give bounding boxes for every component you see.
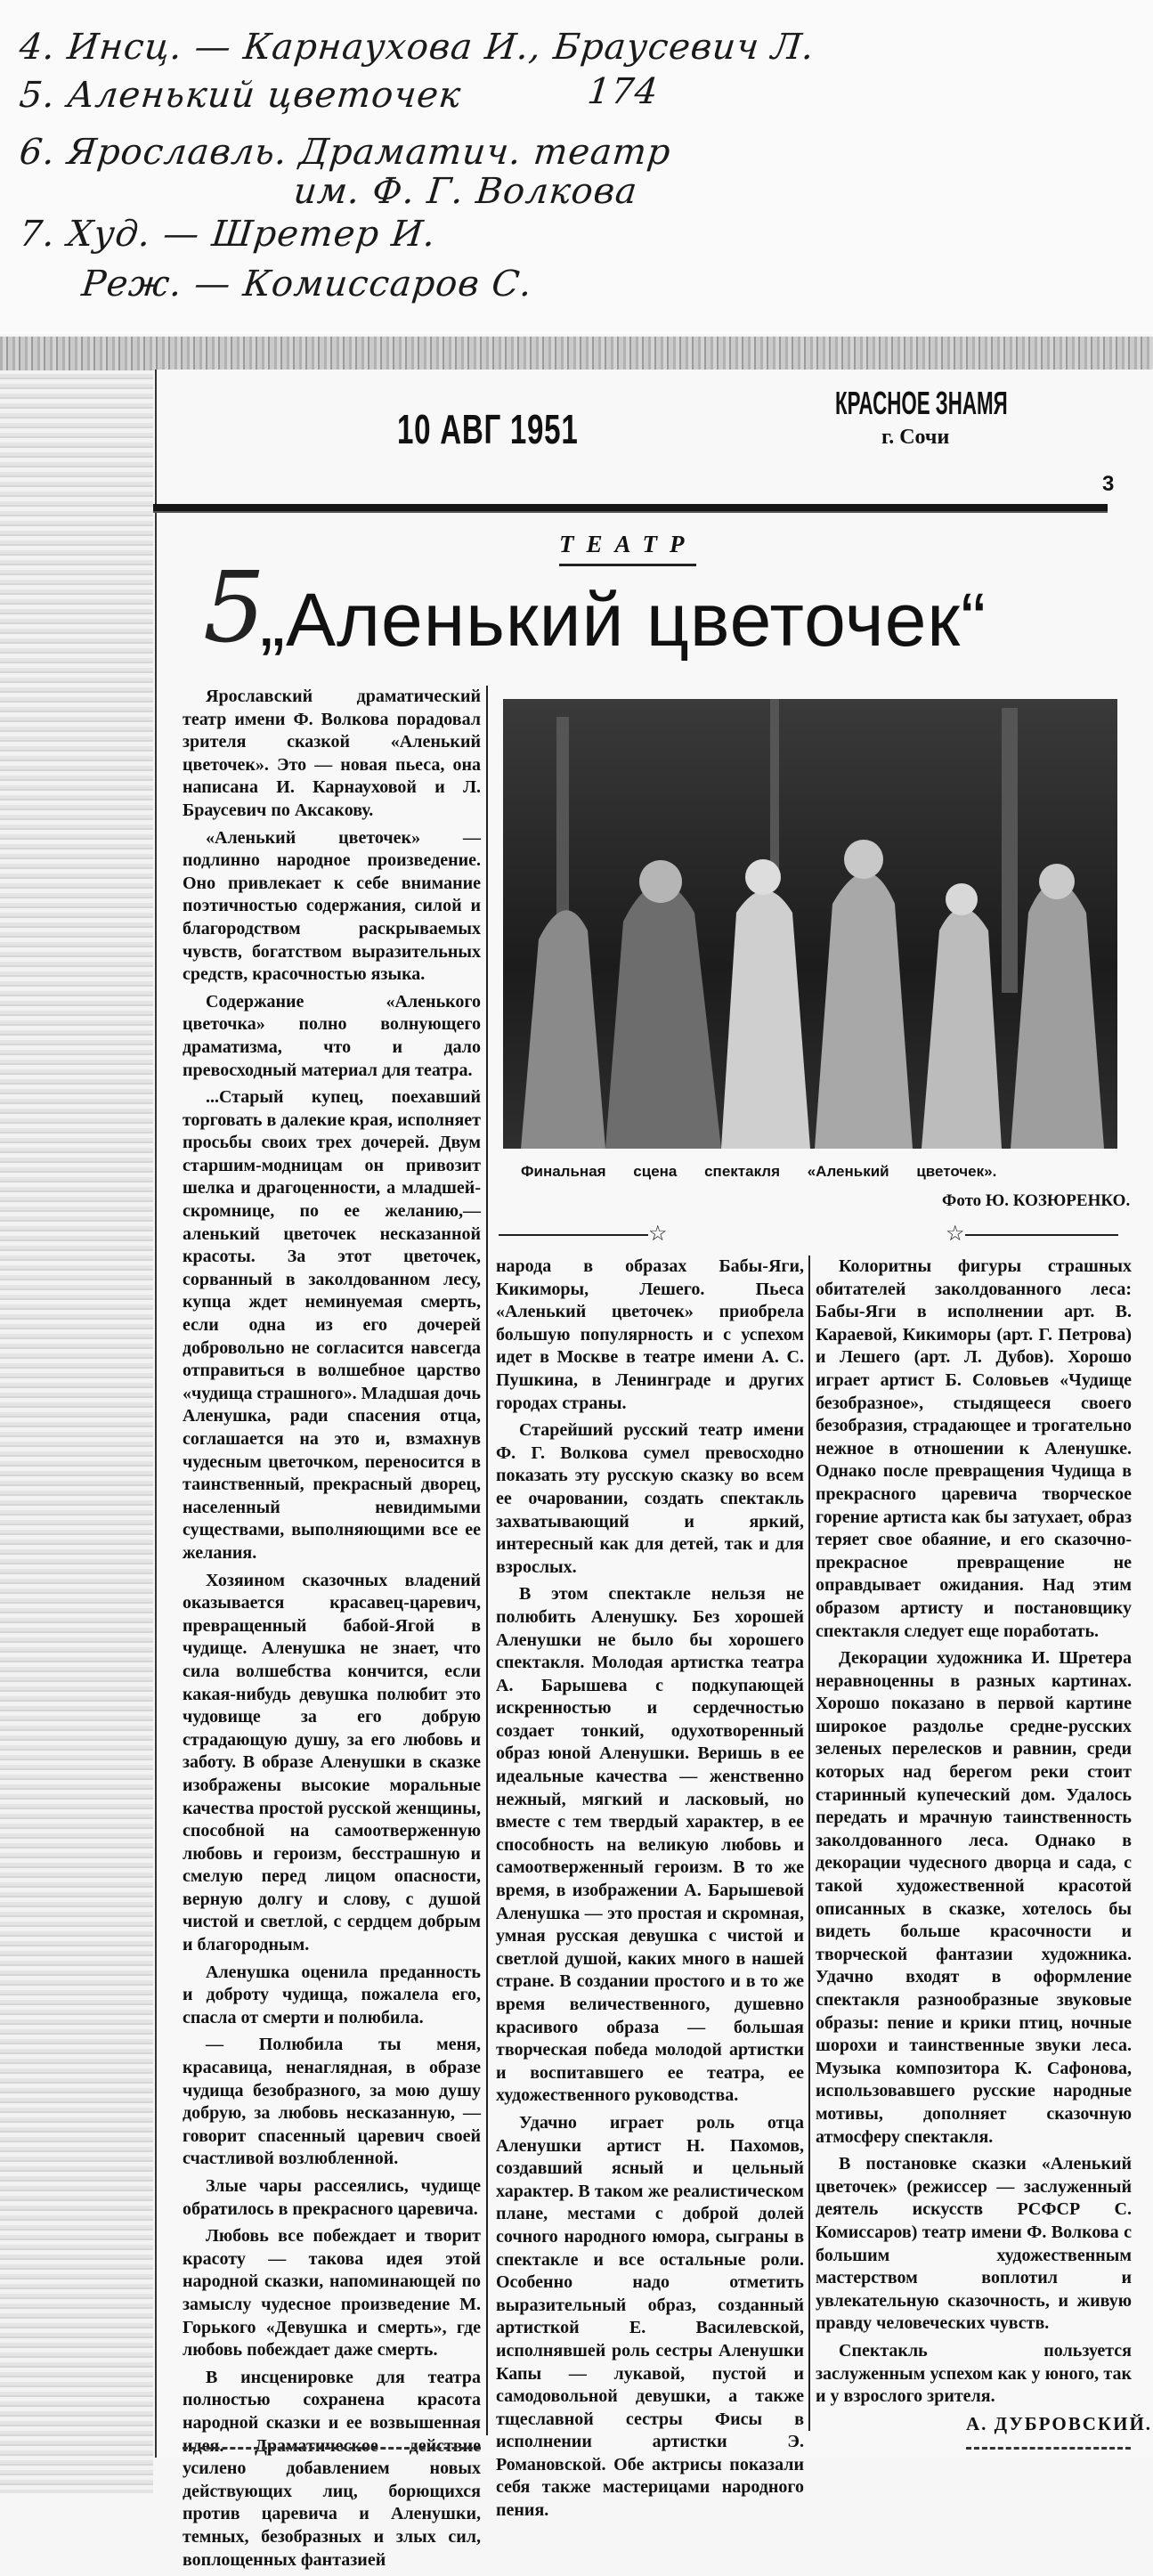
section-rubric: ТЕАТР [559, 531, 696, 566]
article-paragraph: — Полюбила ты меня, красавица, ненаглядная, в образе чудища безобразного, за мою душу добрую, за любовь несказанную, — говорит спасенный царевич своей счастливой возлюбленной. [183, 2035, 481, 2169]
note-line-director: Реж. — Комиссаров С. [79, 264, 535, 305]
article-paragraph: Колоритны фигуры страшных обитателей заколдованного леса: Бабы-Яги в исполнении арт. В. Караевой, Кикиморы (арт. Г. Петрова) и Лешего (арт. Л. Дубов). Хорошо играет артист Б. Соловьев «Чудище безобразное», стыдящееся своего безобразия, страдающее и трогательно нежное в отношении к Аленушке. Однако после превращения Чудища в прекрасного царевича творческое горение артиста как бы затухает, образ теряет свое обаяние, и его сказочно-прекрасное превращение не оправдывает ожидания. Над этим образом артисту и постановщику спектакля следует еще поработать. [816, 1256, 1132, 1641]
note-line-7: 7. Худ. — Шретер И. [17, 214, 438, 255]
handwritten-mark: 5 [203, 550, 265, 664]
note-line-4: 4. Инсц. — Карнаухова И., Браусевич Л. [17, 27, 817, 68]
top-rule [153, 504, 1108, 513]
article-column-1 [183, 686, 481, 2576]
star-icon: ☆ [648, 1223, 668, 1246]
article-paragraph: народа в образах Бабы-Яги, Кикиморы, Лешего. Пьеса «Аленький цветочек» приобрела большую популярность и с успехом идет в Москве в театре имени А. С. Пушкина, в Ленинграде и других городах страны. [496, 1256, 804, 1413]
photo-final-scene [503, 699, 1117, 1149]
article-paragraph: Удачно играет роль отца Аленушки артист Н. Пахомов, создавший ясный и цельный характер. В таком же реалистическом плане, местами с доброй долей сочного народного юмора, сыграны в спектакле и все остальные роли. Особенно надо отметить выразительный образ, созданный артисткой Е. Василевской, исполнявшей роль сестры Аленушки Капы — лукавой, пустой и самодовольной девушки, а также тщеславной сестры Фисы в исполнении артистки Э. Романовской. Обе актрисы показали себя также мастерицами народного пения. [496, 2112, 804, 2521]
scan-shadow-band [0, 337, 1153, 370]
article-paragraph: Декорации художника И. Шретера неравноценны в разных картинах. Хорошо показано в первой картине широкое раздолье средне-русских зеленых перелесков и равнин, среди которых над берегом реки стоит старинный купеческий дом. Удалось передать и мрачную таинственность заколдованного леса. Однако в декорации чудесного дворца и сада, с такой художественной красотой описанных в сказке, хотелось бы видеть больше красочности и творческой фантазии художника. Удачно входят в оформление спектакля разнообразные звуковые образы: пение и крики птиц, ночные шорохи и таинственные звуки леса. Музыка композитора К. Сафонова, использовавшего русские народные мотивы, дополняет сказочную атмосферу спектакля. [816, 1648, 1132, 2147]
page-number: 3 [1102, 472, 1115, 496]
note-line-6: 6. Ярославль. Драматич. театр [17, 132, 673, 173]
date-stamp: 10 АВГ 1951 [397, 406, 579, 452]
star-icon: ☆ [946, 1223, 965, 1246]
newspaper-city: г. Сочи [881, 426, 950, 449]
article-paragraph: Содержание «Аленького цветочка» полно волнующего драматизма, что и дало превосходный материал для театра. [183, 991, 481, 1080]
article-headline: „Аленький цветочек“ [260, 578, 987, 662]
article-paragraph: «Аленький цветочек» — подлинно народное произведение. Оно привлекает к себе внимание поэтичностью содержания, силой и благородством раскрываемых чувств, богатством выразительных средств, красочностью языка. [183, 827, 481, 985]
article-paragraph: Хозяином сказочных владений оказывается красавец-царевич, превращенный бабой-Ягой в чудище. Аленушка не знает, что сила волшебства кончится, если какая-нибудь девушка полюбит это чудовище за его добрую страдающую душу, за его любовь и заботу. В образе Аленушки в сказке изображены высокие моральные качества простой русской женщины, способной на самоотверженную любовь и героизм, бесстрашную и смелую перед лицом опасности, верную долгу и слову, с душой чистой и светлой, с сердцем добрым и благородным. [183, 1570, 481, 1955]
article-paragraph: В этом спектакле нельзя не полюбить Аленушку. Без хорошей Аленушки не было бы хорошего спектакля. Молодая артистка театра А. Барышева с подкупающей искренностью и сердечностью создает тонкий, одухотворенный образ юной Аленушки. Веришь в ее идеальные качества — женственно нежный, мягкий и ласковый, но вместе с тем твердый характер, в ее способность на великую любовь и самоотверженный героизм. В то же время, в изображении А. Барышевой Аленушка — это простая и скромная, умная русская девушка с чистой и светлой душой, каких много в нашей стране. В создании простого и в то же время величественного, душевно красивого образа — большая творческая победа молодой артистки и воспитавшего ее театра, ее художественного руководства. [496, 1584, 804, 2106]
article-paragraph: ...Старый купец, поехавший торговать в далекие края, исполняет просьбы своих трех дочерей. Двум старшим-модницам он привозит шелка и драгоценности, а младшей-скромнице, по ее желанию,—аленький цветочек несказанной красоты. За этот цветочек, сорванный в заколдованном лесу, купца ждет неминуемая смерть, если одна из его дочерей добровольно не согласится навсегда отправиться в волшебное царство «чудища страшного». Младшая дочь Аленушка, ради спасения отца, соглашается на это и, взмахнув чудесным цветочком, переносится в таинственный, прекрасный дворец, населенный невидимыми существами, выполняющими все ее желания. [183, 1087, 481, 1563]
article-paragraph: Старейший русский театр имени Ф. Г. Волкова сумел превосходно показать эту русскую сказку во всем ее очаровании, создать спектакль захватывающий и яркий, интересный как для детей, так и для взрослых. [496, 1420, 804, 1577]
stage-photo-image [503, 699, 1117, 1149]
article-paragraph: Любовь все побеждает и творит красоту — такова идея этой народной сказки, напоминающей по замыслу чудесное произведение М. Горького «Девушка и смерть», где любовь побеждает даже смерть. [183, 2226, 481, 2361]
article-paragraph: В инсценировке для театра полностью сохранена красота народной сказки и ее возвышенная идея. Драматическое действие усилено добавлением новых действующих лиц, борющихся против царевича и Аленушки, темных, безобразных и злых сил, воплощенных фантазией [183, 2367, 481, 2570]
article-author: А. ДУБРОВСКИЙ. [966, 2413, 1153, 2434]
note-line-6-cont: им. Ф. Г. Волкова [291, 171, 640, 212]
photo-caption: Финальная сцена спектакля «Аленький цветочек». [521, 1163, 997, 1180]
article-column-2 [496, 1255, 804, 2527]
star-rule-left [499, 1234, 648, 1236]
note-number: 174 [585, 71, 661, 112]
article-paragraph: Спектакль пользуется заслуженным успехом как у юного, так и у взрослого зрителя. [816, 2340, 1132, 2407]
article-column-3 [816, 1255, 1132, 2413]
article-paragraph: Ярославский драматический театр имени Ф. Волкова порадовал зрителя сказкой «Аленький цветочек». Это — новая пьеса, она написана И. Карнауховой и Л. Браусевич по Аксакову. [183, 687, 481, 820]
article-paragraph: В постановке сказки «Аленький цветочек» (режиссер — заслуженный деятель искусств РСФСР С. Комиссаров) театр имени Ф. Волкова с большим художественным мастерством воплотил и увлекательную сказочность, и живую правду человеческих чувств. [816, 2154, 1132, 2334]
note-line-5: 5. Аленький цветочек [17, 75, 464, 116]
bottom-dashed-rule [183, 2447, 481, 2450]
photo-credit: Фото Ю. КОЗЮРЕНКО. [942, 1191, 1131, 1210]
column-divider [486, 686, 488, 2435]
bottom-dashed-rule [966, 2447, 1131, 2450]
handwritten-notes [0, 0, 1153, 334]
article-paragraph: Аленушка оценила преданность и доброту чудища, пожалела его, спасла от смерти и полюбила. [183, 1962, 481, 2027]
star-rule-right [965, 1234, 1118, 1236]
column-divider [808, 1255, 810, 2431]
newspaper-name-stamp: КРАСНОЕ ЗНАМЯ [835, 385, 1008, 421]
scan-background-strip [0, 370, 153, 2493]
article-paragraph: Злые чары рассеялись, чудище обратилось в прекрасного царевича. [183, 2176, 481, 2219]
